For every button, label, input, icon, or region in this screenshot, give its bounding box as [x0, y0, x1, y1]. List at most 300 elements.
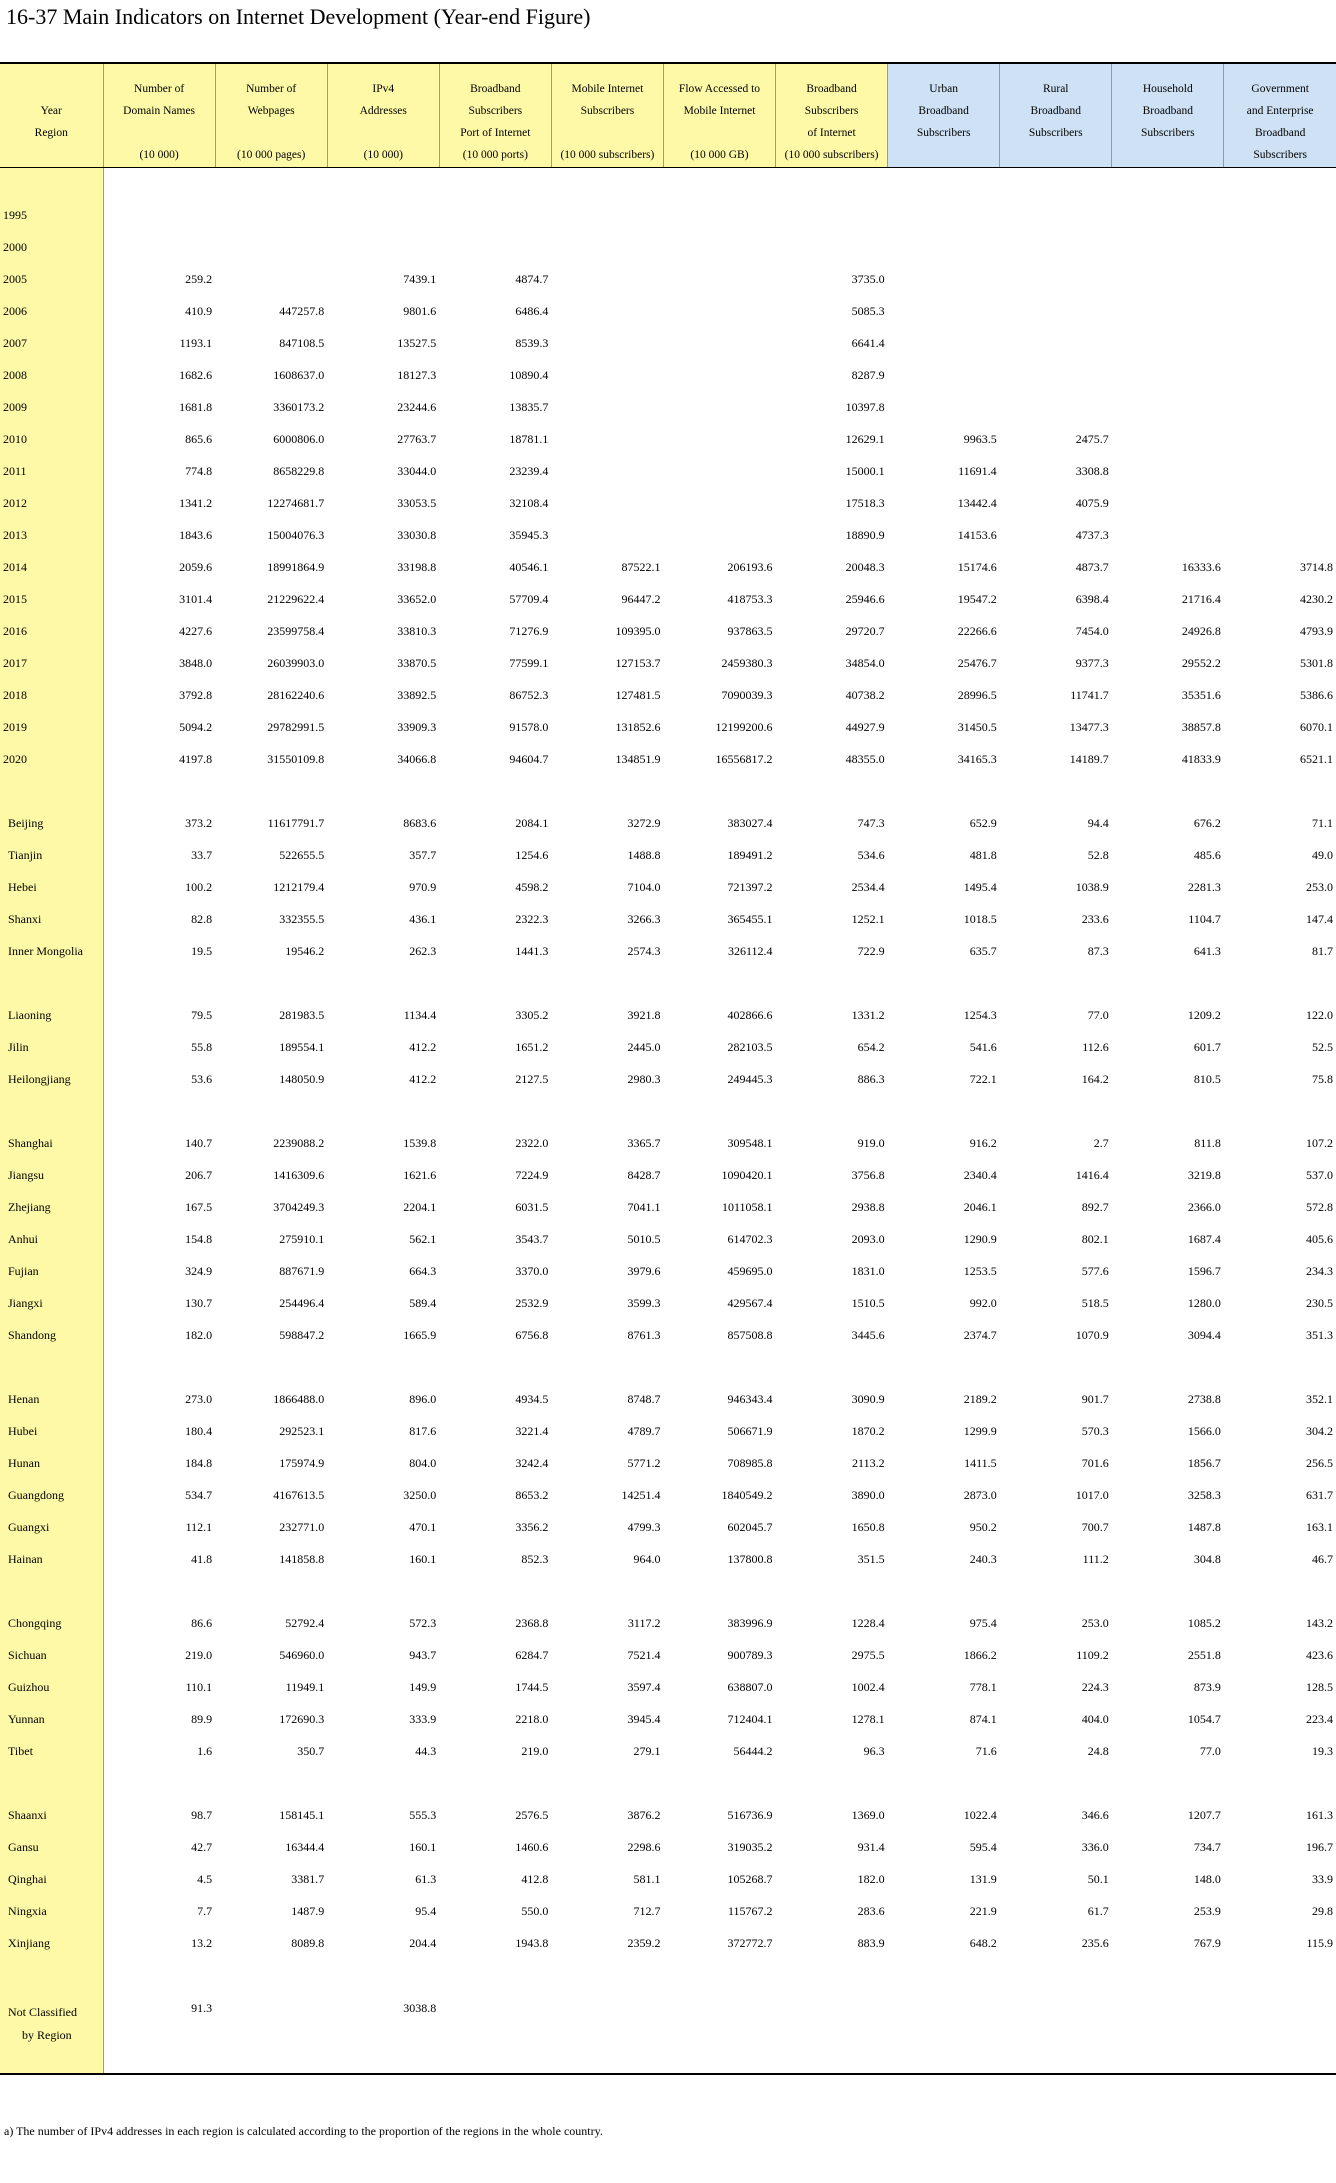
table-cell: 111.2 — [1082, 1552, 1109, 1566]
table-cell: 33198.8 — [397, 560, 437, 574]
region-row — [0, 1224, 1336, 1256]
region-label: Zhejiang — [0, 1192, 103, 1224]
table-cell: 638807.0 — [727, 1680, 773, 1694]
table-cell: 581.1 — [633, 1872, 661, 1886]
table-cell: 3543.7 — [515, 1232, 549, 1246]
table-cell: 1870.2 — [851, 1424, 885, 1438]
table-cell: 2189.2 — [963, 1392, 997, 1406]
table-cell: 887671.9 — [279, 1264, 325, 1278]
table-cell: 1488.8 — [627, 848, 661, 862]
table-cell: 77.0 — [1087, 1008, 1109, 1022]
table-cell: 7454.0 — [1075, 624, 1109, 638]
region-label: Henan — [0, 1384, 103, 1416]
table-cell: 429567.4 — [727, 1296, 773, 1310]
table-cell: 423.6 — [1306, 1648, 1333, 1662]
table-cell: 1331.2 — [851, 1008, 885, 1022]
table-cell: 130.7 — [185, 1296, 213, 1310]
table-cell: 3735.0 — [851, 272, 885, 286]
region-row — [0, 1064, 1336, 1096]
table-cell: 282103.5 — [727, 1040, 773, 1054]
year-label: 2012 — [0, 488, 103, 520]
table-cell: 701.6 — [1081, 1456, 1109, 1470]
table-cell: 219.0 — [185, 1648, 213, 1662]
table-cell: 1608637.0 — [273, 368, 325, 382]
table-cell: 964.0 — [633, 1552, 661, 1566]
year-row — [0, 584, 1336, 616]
table-cell: 3308.8 — [1075, 464, 1109, 478]
table-cell: 71.6 — [975, 1744, 997, 1758]
spacer-row — [0, 1096, 1336, 1128]
spacer-row — [0, 2047, 1336, 2074]
table-cell — [215, 264, 327, 296]
table-cell — [551, 392, 663, 424]
table-cell: 811.8 — [1194, 1136, 1221, 1150]
table-cell: 8761.3 — [627, 1328, 661, 1342]
table-cell: 537.0 — [1306, 1168, 1333, 1182]
table-cell — [663, 328, 775, 360]
region-row — [0, 1256, 1336, 1288]
spacer-row — [0, 1768, 1336, 1800]
region-label: Beijing — [0, 808, 103, 840]
column-header-line: Subscribers — [1028, 127, 1083, 139]
table-cell: 3090.9 — [851, 1392, 885, 1406]
table-cell: 27763.7 — [397, 432, 437, 446]
table-cell: 534.6 — [857, 848, 885, 862]
region-row — [0, 1128, 1336, 1160]
table-cell: 12629.1 — [845, 432, 885, 446]
table-cell: 110.1 — [185, 1680, 213, 1694]
table-cell: 562.1 — [409, 1232, 437, 1246]
table-cell: 115.9 — [1306, 1936, 1333, 1950]
region-label: Tianjin — [0, 840, 103, 872]
year-label: 2016 — [0, 616, 103, 648]
table-cell — [327, 200, 439, 232]
table-cell: 3792.8 — [179, 688, 213, 702]
table-cell: 232771.0 — [279, 1520, 325, 1534]
table-cell: 4874.7 — [515, 272, 549, 286]
table-cell: 865.6 — [185, 432, 213, 446]
table-cell: 2459380.3 — [721, 656, 773, 670]
table-cell: 149.9 — [409, 1680, 437, 1694]
year-label: 1995 — [0, 200, 103, 232]
header-year-region — [0, 63, 103, 167]
table-cell: 204.4 — [409, 1936, 437, 1950]
table-cell: 292523.1 — [279, 1424, 325, 1438]
table-cell: 172690.3 — [279, 1712, 325, 1726]
table-cell: 874.1 — [969, 1712, 997, 1726]
region-row — [0, 1704, 1336, 1736]
table-cell: 19546.2 — [285, 944, 325, 958]
table-cell: 34066.8 — [397, 752, 437, 766]
table-cell: 32108.4 — [509, 496, 549, 510]
table-cell: 81.7 — [1312, 944, 1333, 958]
year-row — [0, 488, 1336, 520]
table-cell: 946343.4 — [727, 1392, 773, 1406]
table-cell: 24926.8 — [1181, 624, 1221, 638]
table-cell — [888, 232, 1000, 264]
table-cell: 470.1 — [409, 1520, 437, 1534]
table-cell: 1134.4 — [403, 1008, 437, 1022]
table-cell: 402866.6 — [727, 1008, 773, 1022]
table-cell: 373.2 — [185, 816, 213, 830]
table-cell: 14189.7 — [1069, 752, 1109, 766]
table-cell — [1224, 392, 1336, 424]
column-header-line: Broadband — [1142, 105, 1194, 117]
table-cell — [551, 200, 663, 232]
column-header-line: Number of — [246, 83, 297, 95]
table-cell: 1209.2 — [1187, 1008, 1221, 1022]
table-cell: 283.6 — [857, 1904, 885, 1918]
column-header-line — [1112, 144, 1223, 166]
table-cell: 46.7 — [1312, 1552, 1333, 1566]
table-cell — [663, 264, 775, 296]
table-cell: 304.2 — [1306, 1424, 1333, 1438]
region-label: Shandong — [0, 1320, 103, 1352]
table-cell: 259.2 — [185, 272, 213, 286]
year-row — [0, 360, 1336, 392]
table-cell: 4873.7 — [1075, 560, 1109, 574]
table-cell — [551, 232, 663, 264]
table-cell: 11949.1 — [285, 1680, 325, 1694]
table-cell: 3756.8 — [851, 1168, 885, 1182]
table-cell — [551, 360, 663, 392]
region-label: Chongqing — [0, 1608, 103, 1640]
table-cell — [663, 424, 775, 456]
table-cell: 2084.1 — [515, 816, 549, 830]
table-cell: 40738.2 — [845, 688, 885, 702]
table-cell: 676.2 — [1193, 816, 1221, 830]
table-cell: 6486.4 — [515, 304, 549, 318]
table-cell: 595.4 — [969, 1840, 997, 1854]
table-cell: 1621.6 — [403, 1168, 437, 1182]
table-cell: 79.5 — [191, 1008, 213, 1022]
table-cell: 7521.4 — [627, 1648, 661, 1662]
table-cell: 253.0 — [1081, 1616, 1109, 1630]
table-cell: 2368.8 — [515, 1616, 549, 1630]
table-cell: 29782991.5 — [267, 720, 325, 734]
table-cell: 96.3 — [863, 1744, 885, 1758]
region-row — [0, 1192, 1336, 1224]
table-cell: 1.6 — [197, 1744, 213, 1758]
table-cell: 4.5 — [197, 1872, 213, 1886]
table-cell: 2980.3 — [627, 1072, 661, 1086]
table-cell: 52.5 — [1312, 1040, 1333, 1054]
table-cell: 937863.5 — [727, 624, 773, 638]
table-cell — [1224, 488, 1336, 520]
table-cell: 734.7 — [1193, 1840, 1221, 1854]
table-cell — [1224, 456, 1336, 488]
column-header — [1112, 63, 1224, 167]
year-row — [0, 712, 1336, 744]
table-cell: 15004076.3 — [267, 528, 325, 542]
table-cell — [1000, 1992, 1112, 2047]
table-cell — [1000, 200, 1112, 232]
column-header-line: (10 000 GB) — [690, 149, 749, 161]
table-cell: 2534.4 — [851, 880, 885, 894]
spacer-row — [0, 1352, 1336, 1384]
table-cell: 57709.4 — [509, 592, 549, 606]
table-cell: 128.5 — [1306, 1680, 1333, 1694]
table-cell: 4737.3 — [1075, 528, 1109, 542]
table-cell: 25946.6 — [845, 592, 885, 606]
table-cell: 23239.4 — [509, 464, 549, 478]
table-cell: 992.0 — [969, 1296, 997, 1310]
table-cell: 4227.6 — [179, 624, 213, 638]
table-cell: 75.8 — [1312, 1072, 1333, 1086]
year-label: 2010 — [0, 424, 103, 456]
table-cell: 2359.2 — [627, 1936, 661, 1950]
table-cell — [1000, 232, 1112, 264]
table-cell: 1253.5 — [963, 1264, 997, 1278]
table-cell: 275910.1 — [279, 1232, 325, 1246]
table-cell: 109395.0 — [615, 624, 661, 638]
table-cell: 98.7 — [191, 1808, 213, 1822]
table-cell: 602045.7 — [727, 1520, 773, 1534]
table-cell: 6756.8 — [515, 1328, 549, 1342]
table-cell — [215, 1992, 327, 2047]
table-cell: 2938.8 — [851, 1200, 885, 1214]
table-cell: 143.2 — [1306, 1616, 1333, 1630]
region-label: Tibet — [0, 1736, 103, 1768]
table-cell: 19547.2 — [957, 592, 997, 606]
table-cell: 77.0 — [1199, 1744, 1221, 1758]
table-cell: 33909.3 — [397, 720, 437, 734]
table-cell: 336.0 — [1081, 1840, 1109, 1854]
table-cell: 71276.9 — [509, 624, 549, 638]
column-header-line: Broadband — [1254, 127, 1306, 139]
table-cell: 873.9 — [1193, 1680, 1221, 1694]
table-cell: 206193.6 — [727, 560, 773, 574]
column-header-line: (10 000) — [363, 149, 403, 161]
year-label: 2019 — [0, 712, 103, 744]
table-cell: 774.8 — [185, 464, 213, 478]
table-cell: 2.7 — [1093, 1136, 1109, 1150]
column-header-line: Webpages — [247, 105, 295, 117]
table-cell: 223.4 — [1306, 1712, 1333, 1726]
table-cell: 87.3 — [1087, 944, 1109, 958]
table-cell: 77599.1 — [509, 656, 549, 670]
table-cell: 412.8 — [521, 1872, 549, 1886]
table-cell — [1224, 232, 1336, 264]
table-cell: 351.3 — [1306, 1328, 1333, 1342]
table-cell: 3921.8 — [627, 1008, 661, 1022]
table-cell: 804.0 — [409, 1456, 437, 1470]
table-cell: 1090420.1 — [721, 1168, 773, 1182]
region-row — [0, 1992, 1336, 2047]
region-label: Not Classified by Region — [0, 1992, 103, 2047]
table-cell: 712.7 — [633, 1904, 661, 1918]
column-header-line — [664, 122, 775, 144]
table-cell: 4799.3 — [627, 1520, 661, 1534]
table-cell: 281983.5 — [279, 1008, 325, 1022]
table-cell: 1070.9 — [1075, 1328, 1109, 1342]
table-cell: 1207.7 — [1187, 1808, 1221, 1822]
table-cell: 141858.8 — [279, 1552, 325, 1566]
table-cell: 654.2 — [857, 1040, 885, 1054]
column-header-line: Subscribers — [1253, 149, 1307, 161]
table-cell: 352.1 — [1306, 1392, 1333, 1406]
table-cell: 383996.9 — [727, 1616, 773, 1630]
table-cell: 1002.4 — [851, 1680, 885, 1694]
table-cell: 3101.4 — [179, 592, 213, 606]
table-cell: 5771.2 — [627, 1456, 661, 1470]
region-row — [0, 1480, 1336, 1512]
year-row — [0, 648, 1336, 680]
column-header-line: (10 000 pages) — [237, 149, 306, 161]
table-cell: 221.9 — [969, 1904, 997, 1918]
table-cell: 147.4 — [1306, 912, 1333, 926]
year-row — [0, 200, 1336, 232]
table-cell: 886.3 — [857, 1072, 885, 1086]
year-label: 2009 — [0, 392, 103, 424]
table-cell: 541.6 — [969, 1040, 997, 1054]
table-cell: 33053.5 — [397, 496, 437, 510]
table-cell: 94.4 — [1087, 816, 1109, 830]
column-header-line: Subscribers — [580, 105, 635, 117]
spacer-row — [0, 1576, 1336, 1608]
table-cell: 44927.9 — [845, 720, 885, 734]
spacer-row — [0, 968, 1336, 1000]
table-cell: 1018.5 — [963, 912, 997, 926]
table-cell — [327, 232, 439, 264]
column-header-line — [888, 144, 999, 166]
table-cell — [551, 296, 663, 328]
table-cell: 5010.5 — [627, 1232, 661, 1246]
table-cell: 332355.5 — [279, 912, 325, 926]
table-cell — [888, 264, 1000, 296]
footnote: a) The number of IPv4 addresses in each region is calculated according to the proportion of the regions in the whole country. — [4, 2124, 603, 2138]
year-label: 2017 — [0, 648, 103, 680]
table-cell: 1682.6 — [179, 368, 213, 382]
column-header-line: (10 000) — [139, 149, 179, 161]
column-header-line: Flow Accessed to — [678, 83, 761, 95]
table-cell — [888, 392, 1000, 424]
table-cell: 7104.0 — [627, 880, 661, 894]
table-cell: 11691.4 — [958, 464, 997, 478]
year-label: 2011 — [0, 456, 103, 488]
region-row — [0, 1448, 1336, 1480]
table-cell: 1539.8 — [403, 1136, 437, 1150]
table-cell — [1112, 456, 1224, 488]
year-row — [0, 424, 1336, 456]
table-cell: 182.0 — [185, 1328, 213, 1342]
table-cell: 1017.0 — [1075, 1488, 1109, 1502]
column-header-line — [216, 122, 327, 144]
table-cell: 589.4 — [409, 1296, 437, 1310]
table-cell: 896.0 — [409, 1392, 437, 1406]
table-cell: 249445.3 — [727, 1072, 773, 1086]
region-row — [0, 1320, 1336, 1352]
table-cell: 86.6 — [191, 1616, 213, 1630]
table-cell — [1112, 520, 1224, 552]
table-cell — [1000, 264, 1112, 296]
table-cell: 9963.5 — [963, 432, 997, 446]
column-header-line: Broadband — [918, 105, 969, 117]
table-cell: 100.2 — [185, 880, 213, 894]
table-cell: 13527.5 — [397, 336, 437, 350]
table-cell: 44.3 — [415, 1744, 437, 1758]
table-cell: 3360173.2 — [273, 400, 325, 414]
table-cell: 115767.2 — [727, 1904, 773, 1918]
region-label: Shanxi — [0, 904, 103, 936]
region-row — [0, 1032, 1336, 1064]
table-cell: 2239088.2 — [273, 1136, 325, 1150]
region-label: Inner Mongolia — [0, 936, 103, 968]
table-cell: 33652.0 — [397, 592, 437, 606]
region-label: Heilongjiang — [0, 1064, 103, 1096]
table-cell: 700.7 — [1081, 1520, 1109, 1534]
table-cell: 40546.1 — [509, 560, 549, 574]
header-year-label: Year — [40, 105, 62, 117]
table-cell: 196.7 — [1306, 1840, 1333, 1854]
table-cell: 31450.5 — [957, 720, 997, 734]
table-cell: 577.6 — [1081, 1264, 1109, 1278]
table-cell: 2574.3 — [627, 944, 661, 958]
table-cell: 534.7 — [185, 1488, 213, 1502]
spacer-row — [0, 776, 1336, 808]
column-header — [327, 63, 439, 167]
table-cell: 10397.8 — [845, 400, 885, 414]
column-header-line: Broadband — [1030, 105, 1081, 117]
table-cell: 635.7 — [969, 944, 997, 958]
table-cell: 180.4 — [185, 1424, 213, 1438]
column-header — [551, 63, 663, 167]
year-label: 2018 — [0, 680, 103, 712]
region-label: Liaoning — [0, 1000, 103, 1032]
year-label: 2020 — [0, 744, 103, 776]
table-cell: 950.2 — [969, 1520, 997, 1534]
table-cell — [551, 424, 663, 456]
region-row — [0, 1288, 1336, 1320]
table-cell — [1112, 424, 1224, 456]
header-region-label: Region — [34, 127, 68, 139]
table-cell: 131852.6 — [615, 720, 661, 734]
table-cell: 412.2 — [409, 1040, 437, 1054]
column-header — [1224, 63, 1336, 167]
table-cell: 405.6 — [1306, 1232, 1333, 1246]
table-cell: 22266.6 — [957, 624, 997, 638]
table-cell: 33030.8 — [397, 528, 437, 542]
table-cell: 2445.0 — [627, 1040, 661, 1054]
year-label: 2007 — [0, 328, 103, 360]
table-cell: 31550109.8 — [267, 752, 325, 766]
column-header-line: IPv4 — [372, 83, 395, 95]
table-cell — [1000, 360, 1112, 392]
table-cell: 254496.4 — [279, 1296, 325, 1310]
table-cell: 13477.3 — [1069, 720, 1109, 734]
table-cell: 28996.5 — [957, 688, 997, 702]
table-cell: 26039903.0 — [267, 656, 325, 670]
table-cell: 10890.4 — [509, 368, 549, 382]
table-cell: 919.0 — [857, 1136, 885, 1150]
table-cell: 253.0 — [1306, 880, 1333, 894]
table-cell: 182.0 — [857, 1872, 885, 1886]
table-cell: 1651.2 — [515, 1040, 549, 1054]
region-label: Hainan — [0, 1544, 103, 1576]
table-cell: 91578.0 — [509, 720, 549, 734]
table-cell: 18991864.9 — [267, 560, 325, 574]
table-cell: 631.7 — [1306, 1488, 1333, 1502]
table-cell: 230.5 — [1306, 1296, 1333, 1310]
table-cell — [1224, 200, 1336, 232]
table-cell: 2873.0 — [963, 1488, 997, 1502]
table-cell — [1224, 296, 1336, 328]
table-cell: 29.8 — [1312, 1904, 1333, 1918]
region-row — [0, 1608, 1336, 1640]
table-cell: 5094.2 — [179, 720, 213, 734]
table-cell: 2576.5 — [515, 1808, 549, 1822]
table-cell — [663, 232, 775, 264]
